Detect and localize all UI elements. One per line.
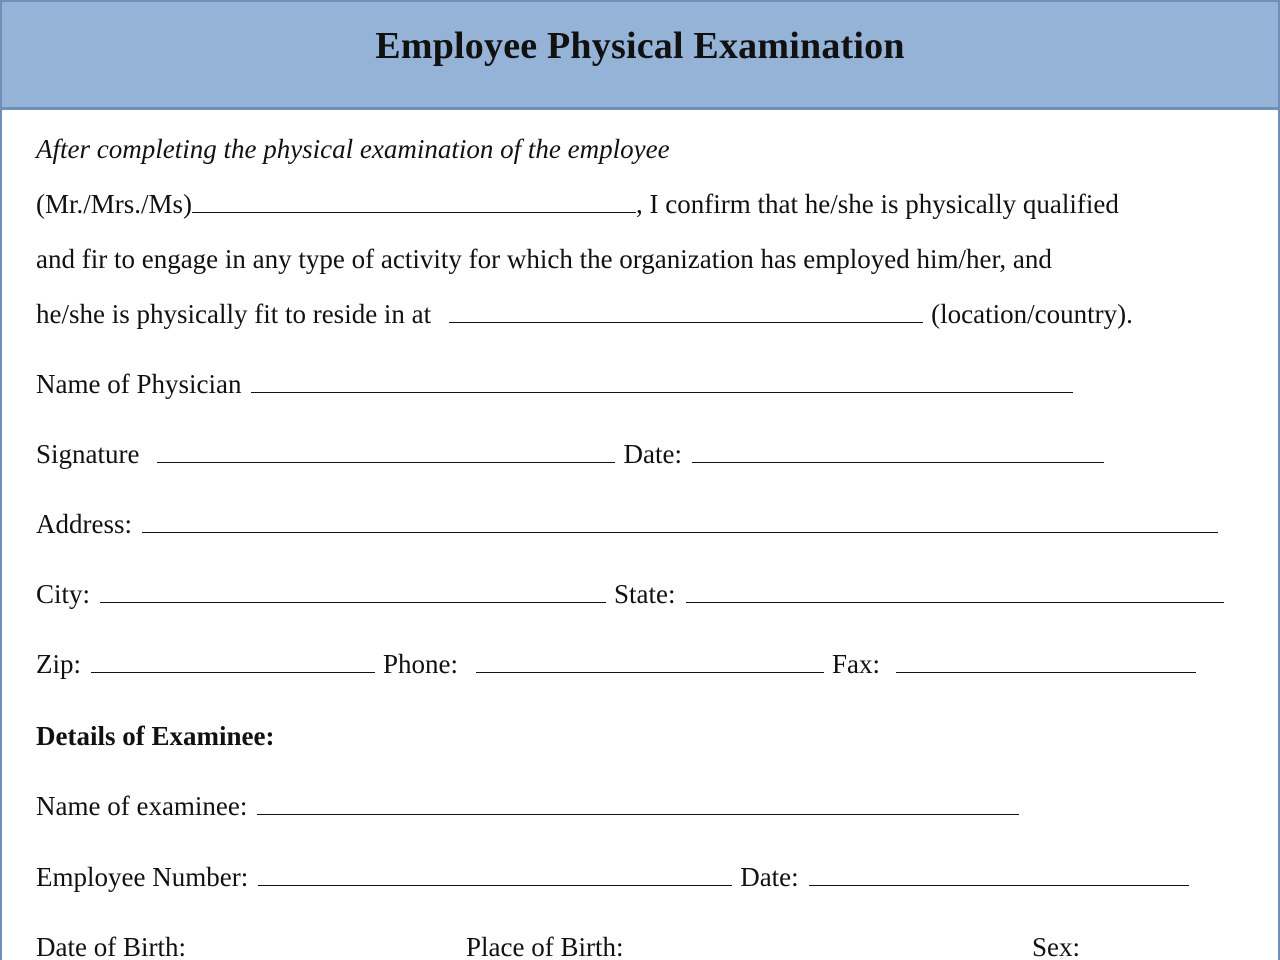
fax-label: Fax: bbox=[832, 649, 881, 679]
examinee-date-label: Date: bbox=[740, 862, 799, 892]
zip-field[interactable] bbox=[91, 650, 375, 673]
employee-number-label: Employee Number: bbox=[36, 862, 249, 892]
sex-label: Sex: bbox=[1032, 932, 1081, 960]
phone-field[interactable] bbox=[476, 650, 824, 673]
address-field[interactable] bbox=[142, 510, 1218, 533]
examinee-name-label: Name of examinee: bbox=[36, 791, 248, 821]
city-label: City: bbox=[36, 579, 91, 609]
examinee-name-field[interactable] bbox=[257, 792, 1019, 815]
physician-date-field[interactable] bbox=[692, 440, 1104, 463]
examinee-date-field[interactable] bbox=[809, 863, 1189, 886]
city-field[interactable] bbox=[100, 580, 606, 603]
city-state-row bbox=[36, 578, 1224, 610]
dob-label: Date of Birth: bbox=[36, 932, 186, 960]
confirm-text: , I confirm that he/she is physically qualified bbox=[636, 189, 1119, 219]
employee-number-row bbox=[36, 861, 1189, 893]
state-label: State: bbox=[614, 579, 676, 609]
state-field[interactable] bbox=[686, 580, 1224, 603]
examinee-name-row bbox=[36, 790, 1019, 822]
intro-text: After completing the physical examination of the employee bbox=[36, 134, 670, 164]
title-prefix: (Mr./Mrs./Ms) bbox=[36, 189, 193, 219]
paragraph-line-1 bbox=[36, 188, 1119, 220]
pob-label: Place of Birth: bbox=[466, 932, 624, 960]
form-title: Employee Physical Examination bbox=[375, 24, 905, 67]
paragraph-line-3 bbox=[36, 298, 1133, 330]
examinee-section-title: Details of Examinee: bbox=[36, 721, 275, 751]
signature-field[interactable] bbox=[157, 440, 615, 463]
physician-name-field[interactable] bbox=[251, 370, 1073, 393]
zip-phone-fax-row bbox=[36, 648, 1196, 680]
fax-field[interactable] bbox=[896, 650, 1196, 673]
paragraph-line-2: and fir to engage in any type of activity for which the organization has employed him/her, and bbox=[36, 244, 1052, 274]
physician-name-label: Name of Physician bbox=[36, 369, 242, 399]
employee-number-field[interactable] bbox=[258, 863, 732, 886]
phone-label: Phone: bbox=[383, 649, 459, 679]
location-field[interactable] bbox=[449, 300, 923, 323]
address-row bbox=[36, 508, 1218, 540]
reside-text: he/she is physically fit to reside in at bbox=[36, 299, 432, 329]
location-suffix: (location/country). bbox=[931, 299, 1133, 329]
physician-name-row bbox=[36, 368, 1073, 400]
signature-row bbox=[36, 438, 1104, 470]
physician-date-label: Date: bbox=[623, 439, 682, 469]
employee-name-field[interactable] bbox=[192, 190, 636, 213]
address-label: Address: bbox=[36, 509, 132, 539]
zip-label: Zip: bbox=[36, 649, 81, 679]
signature-label: Signature bbox=[36, 439, 140, 469]
form-header bbox=[2, 2, 1278, 110]
